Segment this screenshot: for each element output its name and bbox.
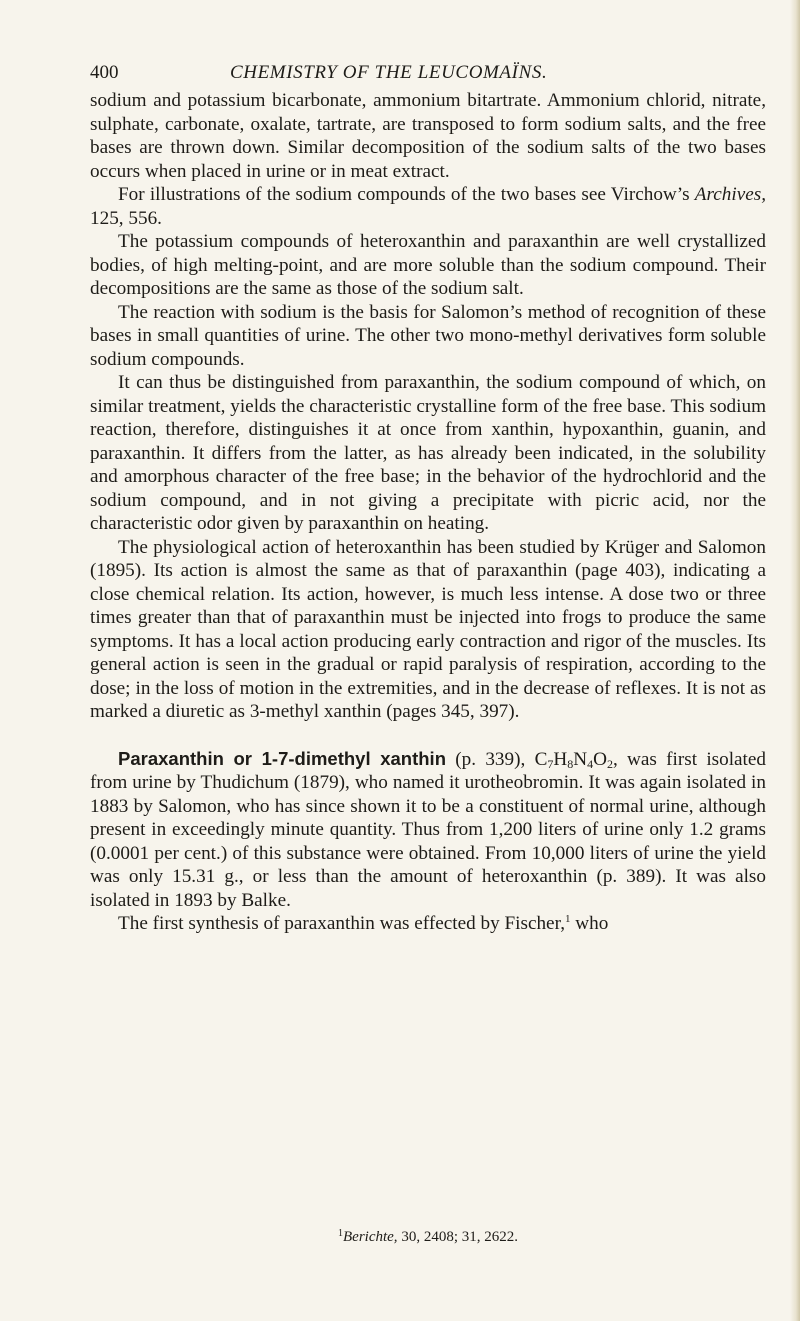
footnote-source: Berichte, xyxy=(343,1229,398,1245)
paragraph-7 xyxy=(90,747,766,913)
p2-text-a: For illustrations of the sodium compounds of the two bases see Virchow’s xyxy=(118,184,695,205)
footnote-ref: 1 xyxy=(565,913,571,925)
paragraph-6: The physiological action of heteroxanthin has been studied by Krüger and Salomon (1895). Its action is almost the same as that of paraxanthin (page 403), indicating a close chemical relation. Its action, however, is much less intense. A dose two or three times greater than that of paraxanthin must be injected into frogs to produce the same symptoms. It has a local action producing early contraction and rigor of the muscles. Its general action is seen in the gradual or rapid paralysis of respiration, according to the dose; in the loss of motion in the extremities, and in the decrease of reflexes. It is not as marked a diuretic as 3-methyl xanthin (pages 345, 397). xyxy=(90,536,766,722)
formula-n: N xyxy=(573,748,588,770)
page-header xyxy=(90,62,770,86)
formula-sub-h: 8 xyxy=(567,756,574,771)
paragraph-2 xyxy=(90,183,766,230)
body-text xyxy=(90,89,766,936)
page-number: 400 xyxy=(90,62,119,83)
formula-sub-o: 2 xyxy=(606,756,613,771)
footnote xyxy=(90,1229,766,1246)
p7-text-a: (p. 339), C xyxy=(446,748,548,770)
p8-text: The first synthesis of paraxanthin was effected by Fischer, xyxy=(118,913,565,934)
p7-text-b: , was first isolated from urine by Thudichum (1879), who named it urotheobromin. It was again isolated in 1883 by Salomon, who has since shown it to be a constituent of normal urine, although present in exceedingly minute quantity. Thus from 1,200 liters of urine only 1.2 grams (0.0001 per cent.) of this substance were obtained. From 10,000 liters of urine the yield was only 15.31 g., or less than the amount of heteroxanthin (p. 389). It was also isolated in 1893 by Balke. xyxy=(90,748,766,911)
footnote-marker: 1 xyxy=(338,1228,343,1239)
page-edge-shadow xyxy=(790,0,800,1321)
formula-sub-n: 4 xyxy=(587,756,594,771)
paragraph-4: The reaction with sodium is the basis for Salomon’s method of recognition of these bases in small quantities of urine. The other two mono-methyl derivatives form soluble sodium compounds. xyxy=(90,301,766,370)
paragraph-1: sodium and potassium bicarbonate, ammonium bitartrate. Ammonium chlorid, nitrate, sulphate, carbonate, oxalate, tartrate, are transposed to form sodium salts, and the free bases are thrown down. Similar decomposition of the sodium salts of the two bases occurs when placed in urine or in meat extract. xyxy=(90,90,766,182)
formula-o: O xyxy=(593,748,607,770)
running-head: CHEMISTRY OF THE LEUCOMAÏNS. xyxy=(230,62,548,83)
p2-text-b: 125, 556. xyxy=(90,207,162,229)
archives-title: Archives, xyxy=(694,184,766,205)
paraxanthin-heading: Paraxanthin or 1-7-dimethyl xanthin xyxy=(118,747,446,769)
paragraph-3: The potassium compounds of heteroxanthin and paraxanthin are well crystallized bodies, of high melting-point, and are more soluble than the sodium compound. Their decompositions are the same as those of the sodium salt. xyxy=(90,231,766,299)
paragraph-5: It can thus be distinguished from paraxanthin, the sodium compound of which, on similar treatment, yields the characteristic crystalline form of the free base. This sodium reaction, therefore, distinguishes it at once from xanthin, hypoxanthin, guanin, and paraxanthin. It differs from the latter, as has already been indicated, in the solubility and amorphous character of the free base; in the behavior of the hydrochlorid and the sodium compound, and in not giving a precipitate with picric acid, nor the characteristic odor given by paraxanthin on heating. xyxy=(90,372,766,534)
paragraph-8 xyxy=(90,912,766,936)
footnote-refs: 30, 2408; 31, 2622. xyxy=(397,1229,518,1245)
formula-sub-c: 7 xyxy=(547,756,554,771)
p8-text-b: who xyxy=(570,913,609,934)
formula-h: H xyxy=(553,748,568,770)
